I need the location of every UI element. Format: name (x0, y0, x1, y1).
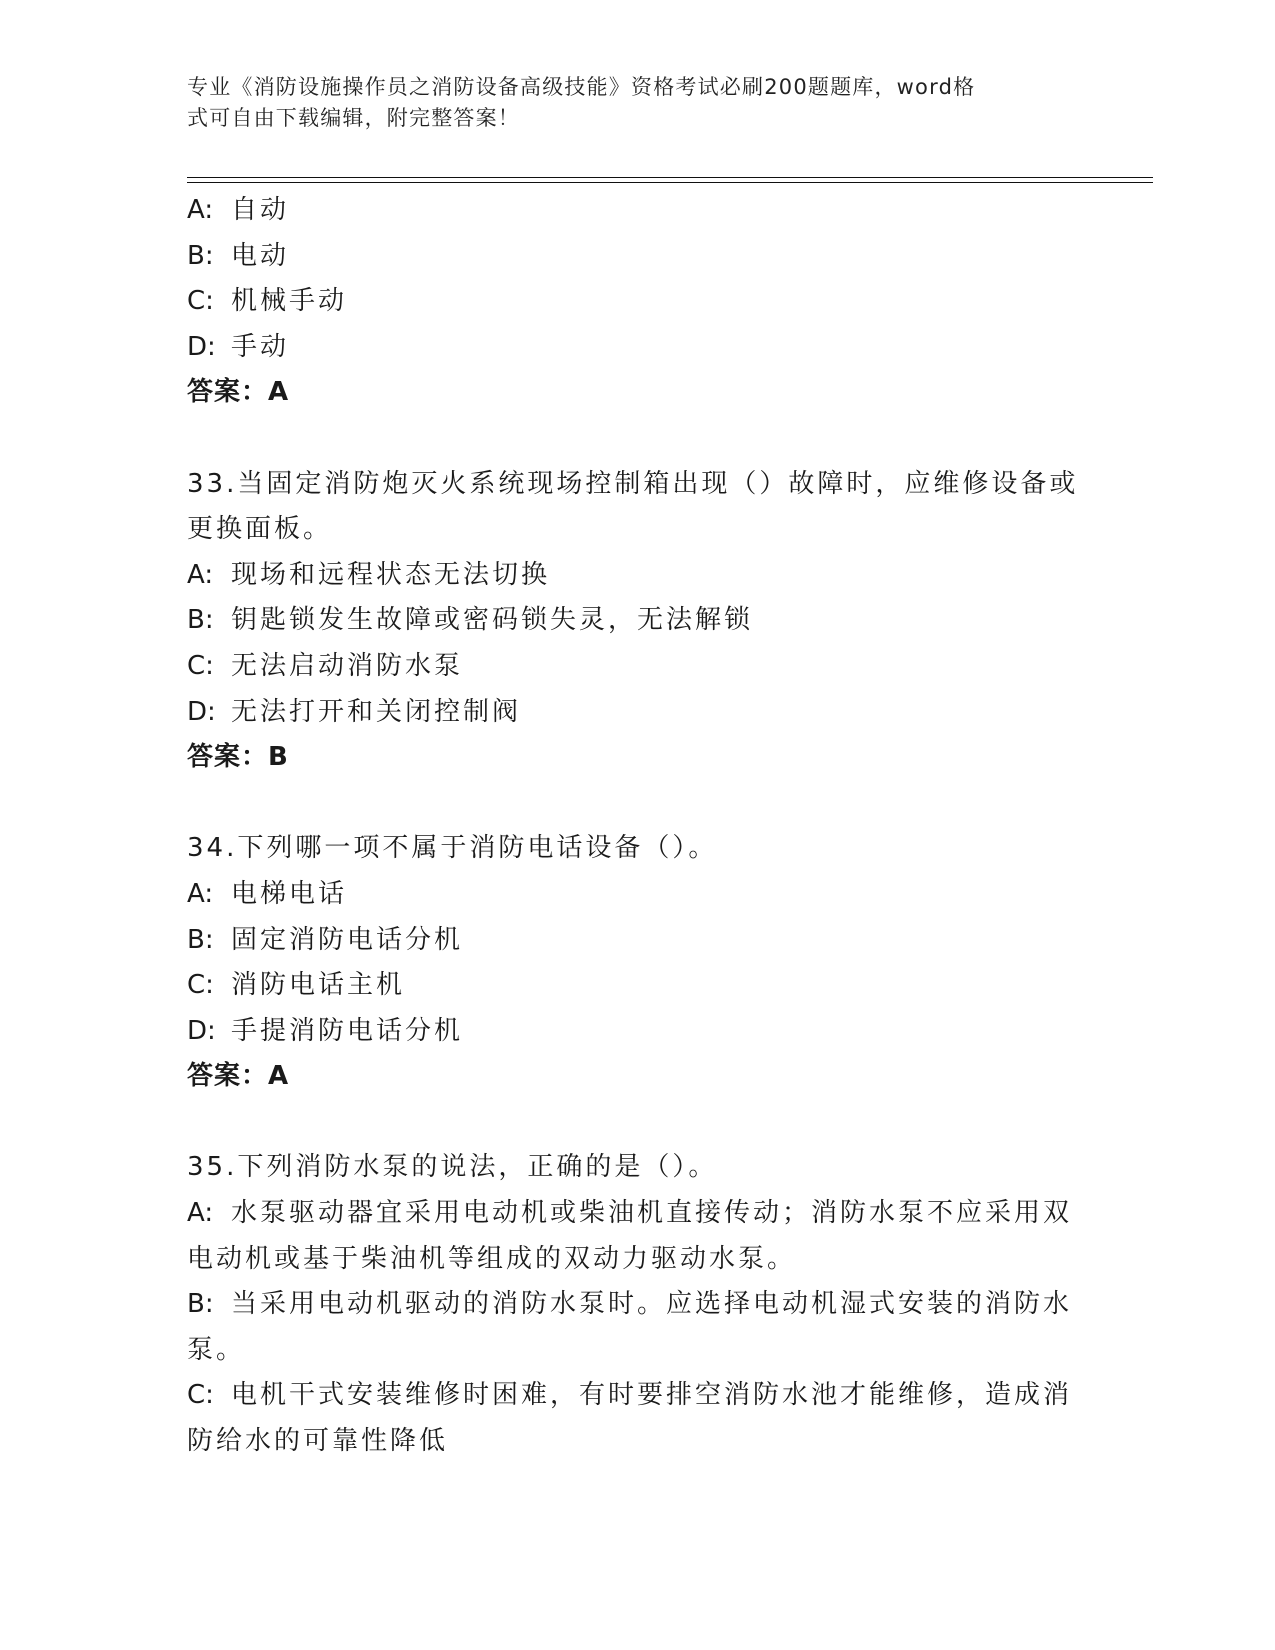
spacer (187, 416, 1087, 462)
option-c (187, 963, 1087, 1009)
option-a (187, 188, 1087, 234)
option-prefix: D: (187, 331, 216, 362)
option-prefix: C: (187, 650, 214, 681)
option-c (187, 1373, 1087, 1419)
option-text: 无法启动消防水泵 (231, 650, 464, 681)
option-text: 现场和远程状态无法切换 (231, 559, 551, 590)
document-header (187, 72, 1067, 134)
answer-line: 答案：B (187, 742, 289, 773)
header-title-line-1: 专业《消防设施操作员之消防设备高级技能》资格考试必刷200题题库，word格 (187, 75, 976, 99)
option-d (187, 1009, 1087, 1055)
option-prefix: B: (187, 924, 214, 955)
question-block-34 (187, 826, 1087, 1100)
question-stem: 35.下列消防水泵的说法，正确的是（）。 (187, 1152, 718, 1183)
option-prefix: A: (187, 1198, 214, 1229)
option-text: 水泵驱动器宜采用电动机或柴油机直接传动；消防水泵不应采用双 (231, 1198, 1073, 1229)
option-c (187, 279, 1087, 325)
option-text: 消防电话主机 (231, 970, 406, 1001)
option-text: 固定消防电话分机 (231, 924, 464, 955)
question-block-33 (187, 462, 1087, 781)
option-text: 钥匙锁发生故障或密码锁失灵，无法解锁 (231, 605, 754, 636)
option-prefix: A: (187, 559, 214, 590)
spacer (187, 781, 1087, 827)
option-prefix: B: (187, 1289, 214, 1320)
spacer (187, 1100, 1087, 1146)
option-prefix: A: (187, 195, 214, 225)
option-prefix: B: (187, 240, 214, 271)
option-text: 手动 (231, 331, 290, 362)
option-a (187, 1191, 1087, 1237)
option-a-continued: 电动机或基于柴油机等组成的双动力驱动水泵。 (187, 1243, 797, 1274)
option-prefix: D: (187, 1015, 216, 1046)
option-prefix: B: (187, 605, 214, 636)
option-prefix: D: (187, 696, 216, 727)
question-stem-continued: 更换面板。 (187, 514, 333, 545)
option-prefix: C: (187, 286, 214, 317)
option-d (187, 325, 1087, 371)
option-b (187, 598, 1087, 644)
question-list (187, 188, 1087, 1465)
option-prefix: A: (187, 878, 214, 909)
option-b (187, 234, 1087, 280)
option-c (187, 644, 1087, 690)
header-divider-top (187, 177, 1153, 178)
option-d (187, 690, 1087, 736)
question-stem: 33.当固定消防炮灭火系统现场控制箱出现（）故障时，应维修设备或 (187, 468, 1079, 499)
question-block-35 (187, 1145, 1087, 1464)
option-a (187, 553, 1087, 599)
question-stem: 34.下列哪一项不属于消防电话设备（）。 (187, 833, 718, 864)
option-a (187, 872, 1087, 918)
option-text: 无法打开和关闭控制阀 (231, 696, 522, 727)
header-title-line-2: 式可自由下载编辑，附完整答案！ (187, 106, 520, 130)
option-b (187, 1282, 1087, 1328)
question-block-prev (187, 188, 1087, 416)
option-text: 自动 (231, 195, 290, 225)
option-c-continued: 防给水的可靠性降低 (187, 1426, 449, 1457)
header-divider-bottom (187, 182, 1153, 183)
option-prefix: C: (187, 1380, 214, 1411)
option-text: 电梯电话 (231, 878, 348, 909)
option-prefix: C: (187, 970, 214, 1001)
option-b (187, 918, 1087, 964)
option-text: 机械手动 (231, 286, 348, 317)
answer-line: 答案：A (187, 377, 290, 408)
option-text: 当采用电动机驱动的消防水泵时。应选择电动机湿式安装的消防水 (231, 1289, 1073, 1320)
option-text: 电动 (231, 240, 290, 271)
option-text: 手提消防电话分机 (231, 1015, 464, 1046)
option-text: 电机干式安装维修时困难，有时要排空消防水池才能维修，造成消 (231, 1380, 1073, 1411)
option-b-continued: 泵。 (187, 1334, 246, 1365)
answer-line: 答案：A (187, 1061, 290, 1092)
